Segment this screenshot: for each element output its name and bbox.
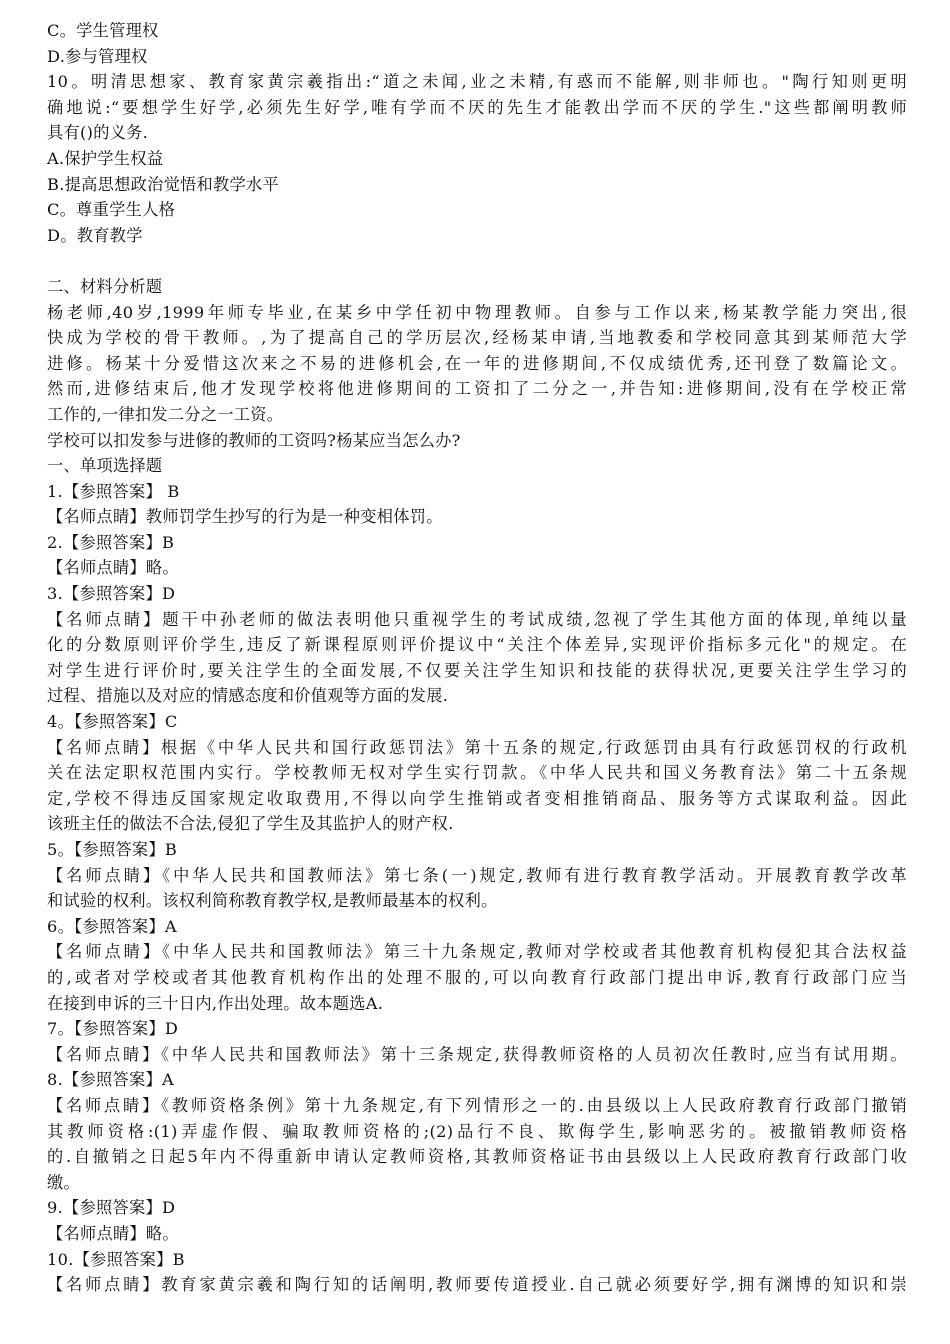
text-line: 对学生进行评价时,要关注学生的全面发展,不仅要关注学生知识和技能的获得状况,更要关注学生学习的 [47, 660, 907, 680]
text-line: 具有()的义务. [47, 123, 149, 143]
text-line: 定,学校不得违反国家规定收取费用,不得以向学生推销或者变相推销商品、服务等方式谋取利益。因此 [47, 788, 907, 808]
text-line: 一、单项选择题 [47, 456, 163, 476]
text-line: 缴。 [47, 1172, 80, 1192]
text-line: B.提高思想政治觉悟和教学水平 [47, 174, 279, 194]
text-line: 在接到申诉的三十日内,作出处理。故本题选A. [47, 993, 384, 1013]
text-line: 7。【参照答案】D [47, 1019, 179, 1039]
text-line: 【名师点睛】《教师资格条例》第十九条规定,有下列情形之一的.由县级以上人民政府教育行政部门撤销 [47, 1095, 907, 1115]
text-line: 快成为学校的骨干教师。,为了提高自己的学历层次,经杨某申请,当地教委和学校同意其到某师范大学 [47, 328, 907, 348]
text-line: 关在法定职权范围内实行。学校教师无权对学生实行罚款。《中华人民共和国义务教育法》第二十五条规 [47, 763, 907, 783]
text-line: 确地说:“要想学生好学,必须先生好学,唯有学而不厌的先生才能教出学而不厌的学生."这些都阐明教师 [47, 97, 907, 117]
text-line: 2.【参照答案】B [47, 532, 175, 552]
text-line: A.保护学生权益 [47, 148, 164, 168]
text-line: 其教师资格:(1)弄虚作假、骗取教师资格的;(2)品行不良、欺侮学生,影响恶劣的。被撤销教师资格 [47, 1121, 907, 1141]
text-line: 10.【参照答案】B [47, 1249, 185, 1269]
text-line: 工作的,一律扣发二分之一工资。 [47, 404, 284, 424]
blank-line [47, 248, 907, 274]
text-line: D。教育教学 [47, 225, 143, 245]
text-line: 【名师点睛】《中华人民共和国教师法》第七条(一)规定,教师有进行教育教学活动。开展教育教学改革 [47, 865, 907, 885]
text-line: 3.【参照答案】D [47, 584, 176, 604]
text-line: 4。【参照答案】C [47, 712, 178, 732]
document-body [47, 18, 907, 1298]
text-line: 过程、措施以及对应的情感态度和价值观等方面的发展. [47, 686, 449, 706]
text-line: 进修。杨某十分爱惜这次来之不易的进修机会,在一年的进修期间,不仅成绩优秀,还刊登了数篇论文。 [47, 353, 907, 373]
text-line: 该班主任的做法不合法,侵犯了学生及其监护人的财产权. [47, 814, 454, 834]
text-line: 二、材料分析题 [47, 276, 163, 296]
text-line: 【名师点睛】题干中孙老师的做法表明他只重视学生的考试成绩,忽视了学生其他方面的体现,单纯以量 [47, 609, 907, 629]
text-line: 杨老师,40岁,1999年师专毕业,在某乡中学任初中物理教师。自参与工作以来,杨某教学能力突出,很 [47, 302, 907, 322]
text-line: 的,或者对学校或者其他教育机构作出的处理不服的,可以向教育行政部门提出申诉,教育行政部门应当 [47, 967, 907, 987]
text-line: 【名师点睛】教育家黄宗羲和陶行知的话阐明,教师要传道授业.自己就必须要好学,拥有渊博的知识和崇 [47, 1275, 907, 1295]
text-line: 5。【参照答案】B [47, 840, 178, 859]
text-line: 【名师点睛】略。 [47, 558, 179, 578]
text-line: 然而,进修结束后,他才发现学校将他进修期间的工资扣了二分之一,并告知:进修期间,没有在学校正常 [47, 379, 907, 399]
text-line: 6。【参照答案】A [47, 916, 177, 936]
text-line: D.参与管理权 [47, 46, 148, 66]
text-line: 的.自撤销之日起5年内不得重新申请认定教师资格,其教师资格证书由县级以上人民政府教育行政部门收 [47, 1147, 907, 1167]
text-line: 【名师点睛】《中华人民共和国教师法》第三十九条规定,教师对学校或者其他教育机构侵犯其合法权益 [47, 942, 907, 962]
text-line: 【名师点睛】《中华人民共和国教师法》第十三条规定,获得教师资格的人员初次任教时,应当有试用期。 [47, 1044, 907, 1064]
text-line: 9.【参照答案】D [47, 1198, 176, 1218]
text-line: C。尊重学生人格 [47, 200, 176, 220]
text-line: 8.【参照答案】A [47, 1070, 174, 1090]
text-line: 1.【参照答案】 B [47, 481, 180, 501]
text-line: 【名师点睛】教师罚学生抄写的行为是一种变相体罚。 [47, 507, 443, 527]
text-line: 【名师点睛】略。 [47, 1223, 179, 1243]
text-line: 10。明清思想家、教育家黄宗羲指出:“道之未闻,业之未精,有惑而不能解,则非师也。"陶行知则更明 [47, 72, 907, 92]
text-line: 【名师点睛】根据《中华人民共和国行政惩罚法》第十五条的规定,行政惩罚由具有行政惩罚权的行政机 [47, 737, 907, 757]
text-line: C。学生管理权 [47, 21, 159, 40]
text-line: 化的分数原则评价学生,违反了新课程原则评价提议中“关注个体差异,实现评价指标多元化"的规定。在 [47, 635, 907, 655]
text-line: 学校可以扣发参与进修的教师的工资吗?杨某应当怎么办? [47, 430, 461, 450]
text-line: 和试验的权利。该权利简称教育教学权,是教师最基本的权利。 [47, 891, 498, 911]
